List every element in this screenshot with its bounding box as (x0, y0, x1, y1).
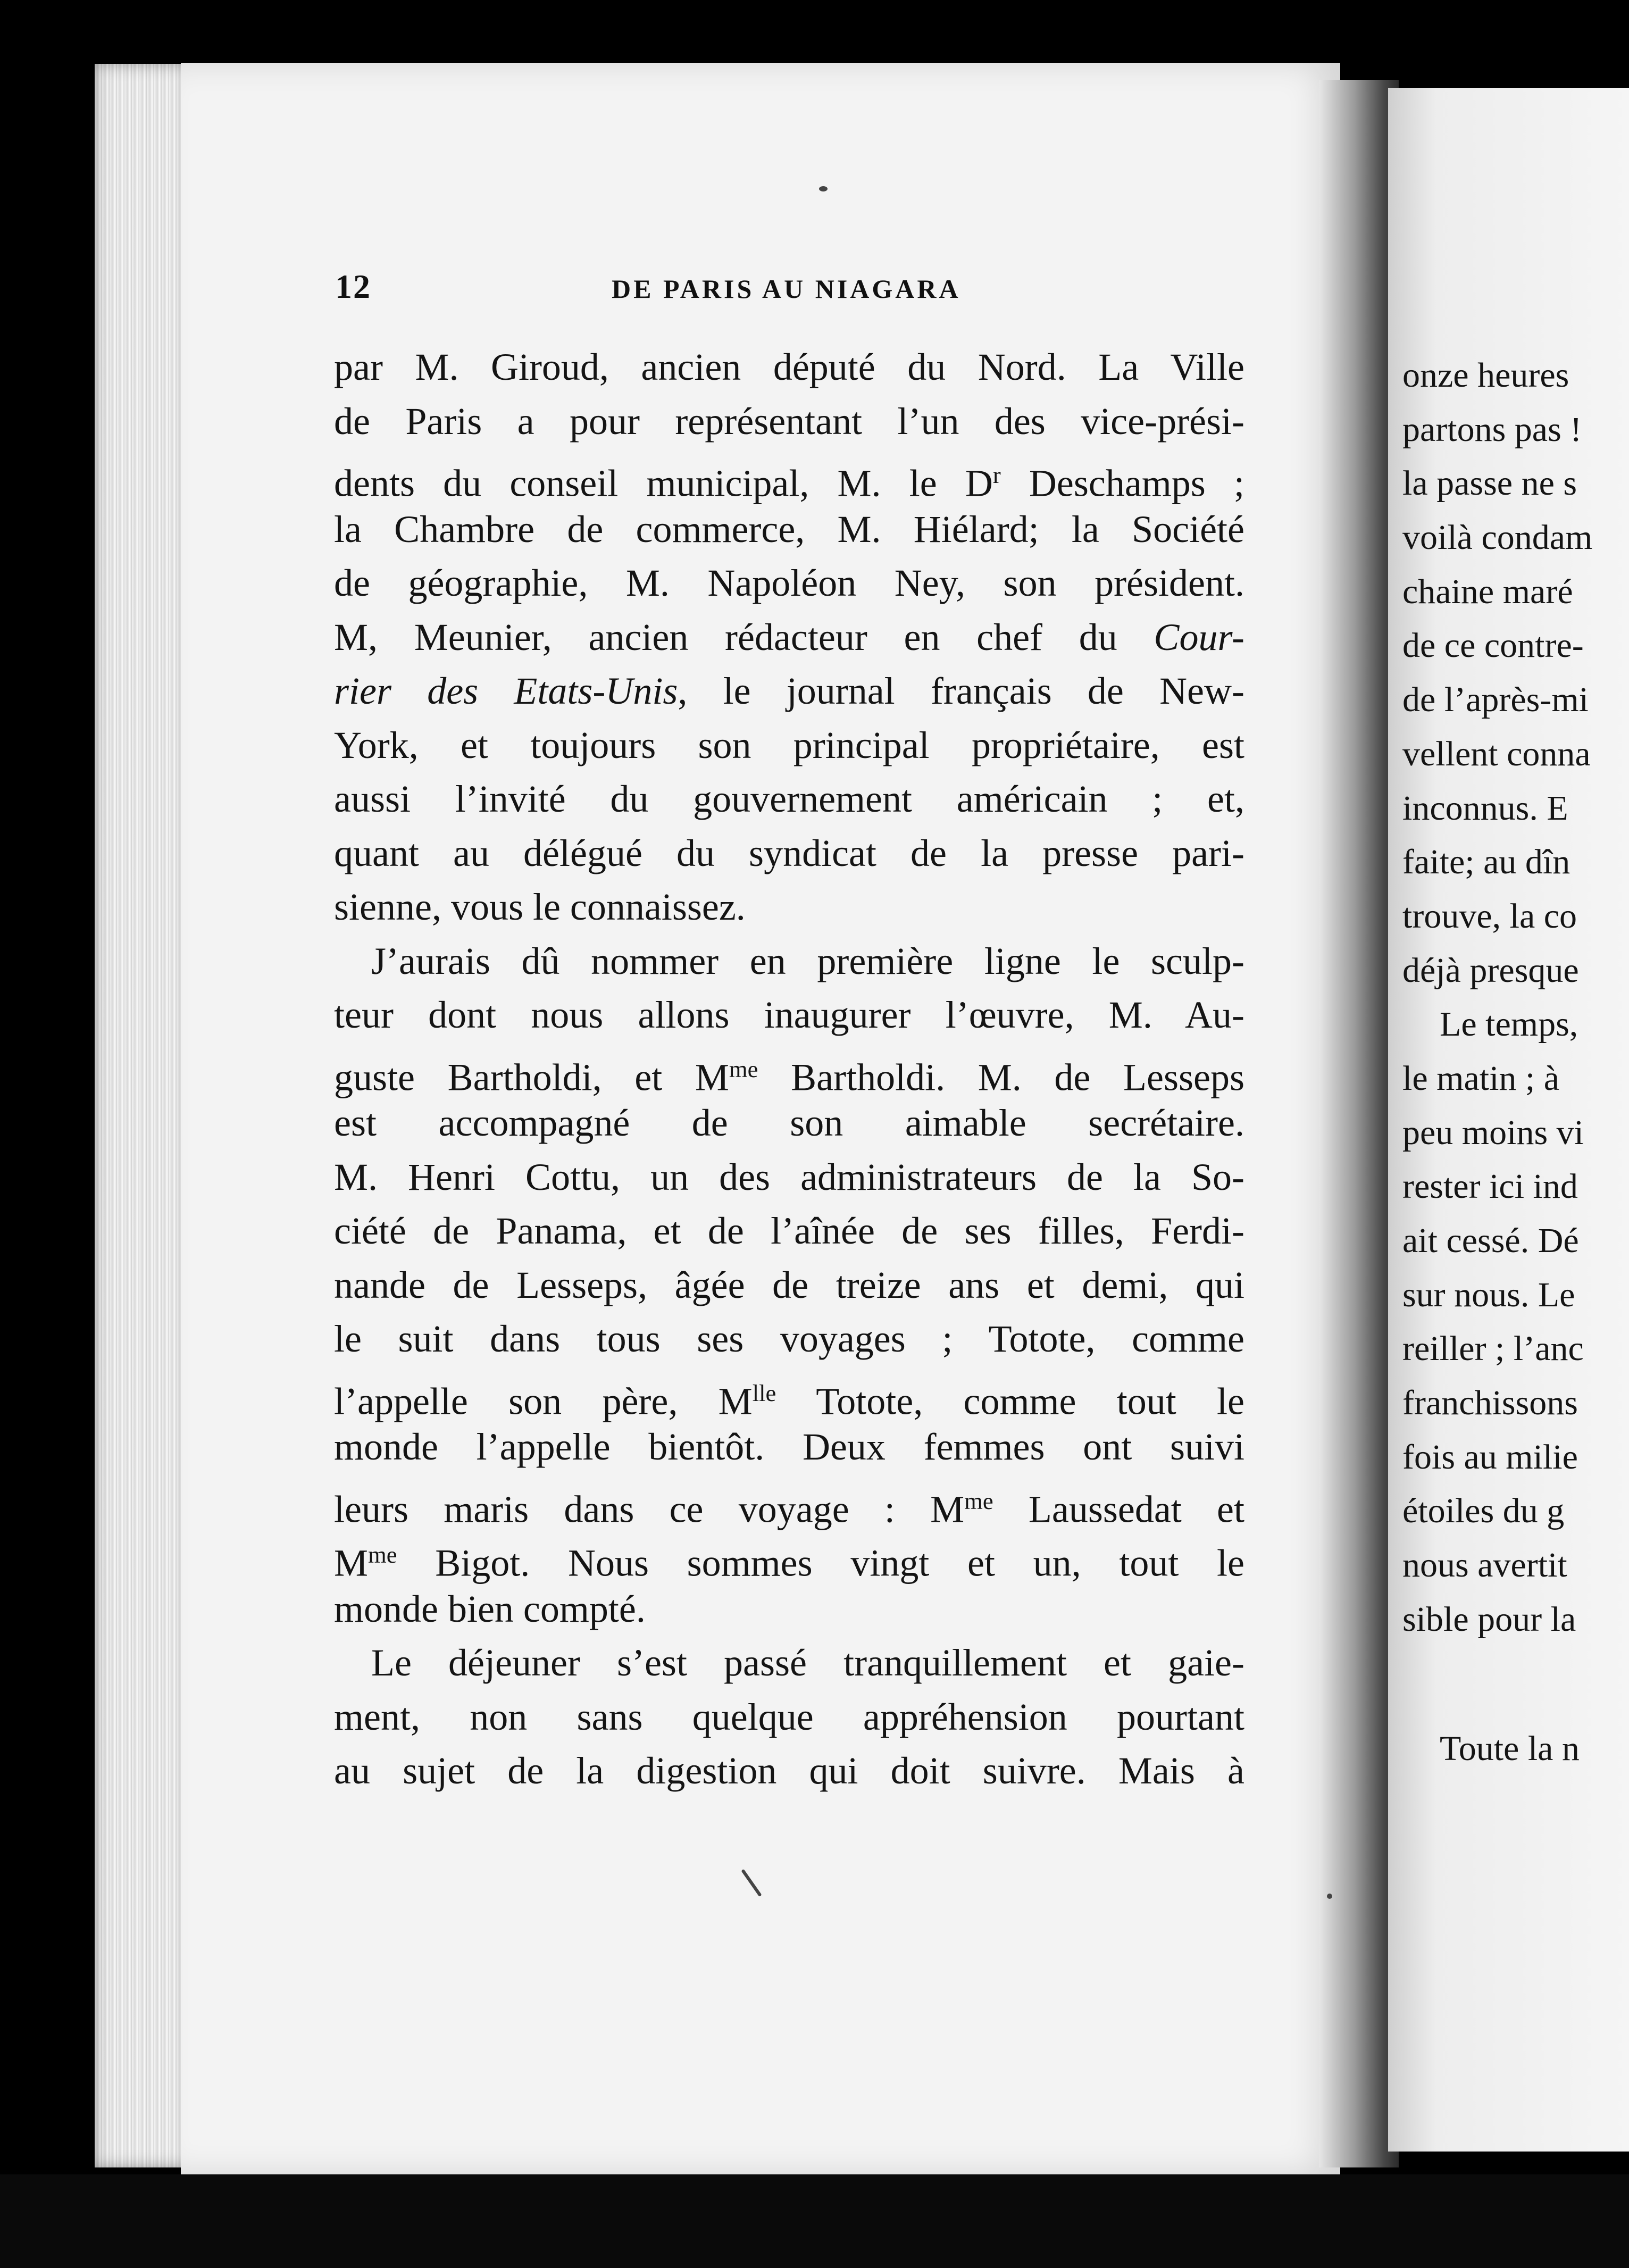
text-line: étoiles du g (1402, 1491, 1565, 1531)
text-line: vellent conna (1402, 734, 1591, 773)
text-line: Toute la n (1440, 1729, 1580, 1769)
superscript: me (729, 1055, 758, 1082)
text-line: faite; au dîn (1402, 843, 1570, 882)
text-line: le suit dans tous ses voyages ; Totote, comme (334, 1318, 1244, 1360)
page-header (335, 267, 1239, 304)
text-line: ciété de Panama, et de l’aînée de ses filles, Ferdi- (334, 1210, 1244, 1252)
text-line: Le temps, (1440, 1005, 1578, 1044)
text-line: teur dont nous allons inaugurer l’œuvre, M. Au- (334, 994, 1244, 1036)
text-line: M. Henri Cottu, un des administrateurs de la So- (334, 1155, 1244, 1198)
text-line: trouve, la co (1402, 896, 1577, 936)
text-line: l’appelle son père, $M^{lle}$ Totote, comme tout le (334, 1379, 1244, 1423)
book-gutter (1319, 80, 1399, 2167)
text-line: quant au délégué du syndicat de la presse pari- (334, 831, 1244, 874)
text-line: aussi l’invité du gouvernement américain ; et, (334, 778, 1244, 820)
text-line: déjà presque (1402, 950, 1579, 990)
text-line: partons pas ! (1402, 410, 1582, 449)
superscript: r (992, 462, 1001, 488)
text-line: nous avertit (1402, 1546, 1567, 1585)
text-line: M, Meunier, ancien rédacteur en chef du Cour- (334, 615, 1244, 658)
text-line: de géographie, M. Napoléon Ney, son président. (334, 562, 1244, 604)
text-line: J’aurais dû nommer en première ligne le sculp- (371, 939, 1244, 982)
text-line: de l’après-mi (1402, 680, 1589, 720)
text-line: par M. Giroud, ancien député du Nord. La Ville (334, 346, 1244, 388)
text-line: dents du conseil municipal, M. le $D^r$ Deschamps ; (334, 462, 1244, 505)
text-line: de Paris a pour représentant l’un des vice-prési- (334, 399, 1244, 443)
text-line: reiller ; l’anc (1402, 1329, 1584, 1369)
text-line: ait cessé. Dé (1402, 1221, 1579, 1260)
superscript: me (368, 1541, 397, 1568)
scan-speck (1327, 1894, 1332, 1899)
superscript: lle (752, 1379, 776, 1406)
text-line: rester ici ind (1402, 1167, 1578, 1206)
text-line: ment, non sans quelque appréhension pourtant (334, 1695, 1244, 1738)
page-edges (95, 64, 190, 2167)
text-line: monde bien compté. (334, 1587, 646, 1630)
italic-title: Cour- (1154, 615, 1244, 658)
text-line: peu moins vi (1402, 1113, 1584, 1152)
right-page-body (1402, 348, 1629, 1776)
text-line: au sujet de la digestion qui doit suivre. Mais à (334, 1749, 1244, 1792)
text-line: la Chambre de commerce, M. Hiélard; la Société (334, 507, 1244, 551)
scan-speck (819, 186, 828, 191)
italic-title: rier des Etats-Unis (334, 670, 678, 712)
text-line: la passe ne s (1402, 464, 1577, 503)
text-line: chaine maré (1402, 572, 1573, 611)
text-line: rier des Etats-Unis, le journal français de New- (334, 670, 1244, 712)
text-line: fois au milie (1402, 1437, 1578, 1477)
page-number: 12 (335, 268, 371, 305)
text-line: sur nous. Le (1402, 1275, 1575, 1314)
left-page-body (334, 340, 1244, 1798)
text-line: onze heures (1402, 356, 1569, 395)
text-line: sible pour la (1402, 1599, 1576, 1639)
superscript: me (964, 1487, 993, 1514)
text-line: franchissons (1402, 1383, 1578, 1423)
text-line: leurs maris dans ce voyage : $M^{me}$ Laussedat et (334, 1487, 1244, 1531)
text-line: Le déjeuner s’est passé tranquillement et gaie- (371, 1641, 1244, 1684)
text-line: monde l’appelle bientôt. Deux femmes ont suivi (334, 1425, 1244, 1468)
text-line: le matin ; à (1402, 1058, 1560, 1098)
text-line: York, et toujours son principal propriétaire, est (334, 723, 1244, 766)
text-line: est accompagné de son aimable secrétaire. (334, 1102, 1244, 1144)
text-line: de ce contre- (1402, 626, 1584, 665)
bottom-border (0, 2174, 1629, 2268)
text-line: voilà condam (1402, 518, 1593, 557)
text-line: $M^{me}$ Bigot. Nous sommes vingt et un, tout le (334, 1541, 1244, 1585)
text-line: sienne, vous le connaissez. (334, 886, 746, 928)
text-line: inconnus. E (1402, 788, 1568, 828)
text-line: nande de Lesseps, âgée de treize ans et demi, qui (334, 1263, 1244, 1306)
running-title: DE PARIS AU NIAGARA (612, 274, 961, 304)
blank-line (1402, 1647, 1629, 1701)
text-line: guste Bartholdi, et $M^{me}$ Bartholdi. M. de Lesseps (334, 1055, 1244, 1099)
